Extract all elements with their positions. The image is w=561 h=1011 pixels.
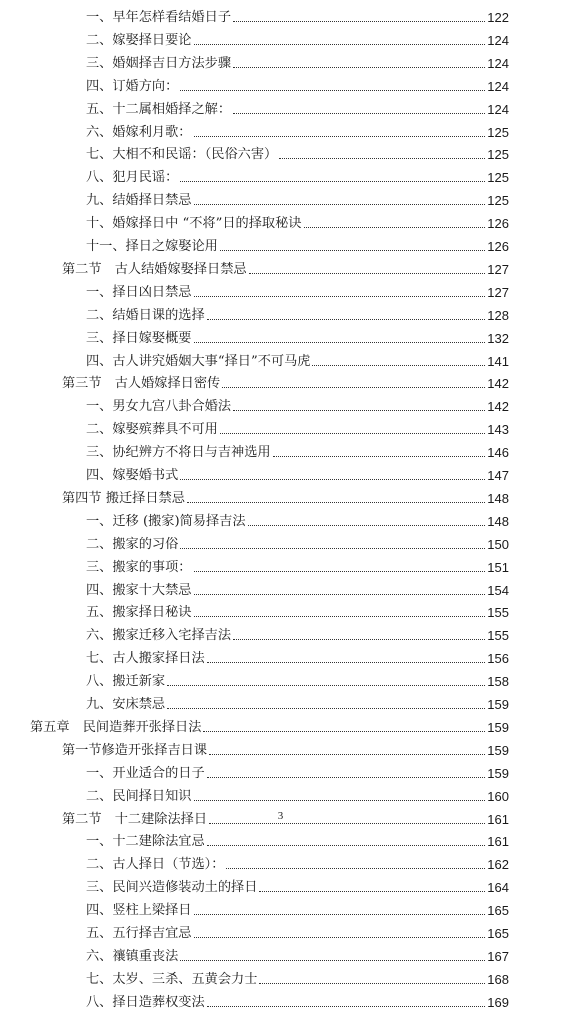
dot-leader — [233, 113, 485, 114]
toc-entry-page: 142 — [487, 376, 509, 392]
toc-entry-title: 二、民间择日知识 — [86, 788, 192, 804]
dot-leader — [194, 914, 486, 915]
dot-leader — [249, 273, 486, 274]
dot-leader — [194, 44, 486, 45]
toc-entry-title: 一、迁移 (搬家)简易择吉法 — [86, 513, 246, 529]
dot-leader — [222, 387, 485, 388]
dot-leader — [167, 685, 485, 686]
toc-entry-page: 125 — [487, 124, 509, 140]
toc-entry-page: 155 — [487, 628, 509, 644]
toc-entry[interactable] — [86, 645, 509, 667]
toc-entry-page: 122 — [487, 10, 509, 25]
dot-leader — [180, 90, 485, 91]
toc-entry-page: 165 — [487, 926, 509, 941]
toc-entry-page: 159 — [487, 765, 509, 781]
toc-entry[interactable] — [86, 302, 509, 324]
toc-entry-title: 一、十二建除法宜忌 — [86, 834, 205, 850]
toc-entry-title: 第四节 搬迁择日禁忌 — [62, 490, 185, 506]
dot-leader — [194, 800, 486, 801]
dot-leader — [194, 204, 486, 205]
toc-entry[interactable] — [86, 828, 509, 850]
toc-entry-page: 161 — [487, 834, 509, 850]
dot-leader — [207, 1006, 486, 1007]
dot-leader — [233, 639, 485, 640]
toc-entry-page: 127 — [487, 284, 509, 300]
toc-entry-title: 三、民间兴造修装动土的择日 — [86, 880, 258, 896]
toc-entry-page: 155 — [487, 605, 509, 621]
toc-entry[interactable] — [86, 897, 509, 919]
toc-entry-title: 八、犯月民谣： — [86, 170, 179, 186]
toc-entry[interactable] — [86, 73, 509, 95]
toc-entry-title: 六、搬家迁移入宅择吉法 — [86, 628, 232, 644]
toc-entry-title: 五、五行择吉宜忌 — [86, 926, 192, 941]
toc-entry-page: 125 — [487, 193, 509, 209]
toc-entry-page: 124 — [487, 78, 509, 94]
dot-leader — [203, 731, 485, 732]
toc-entry-page: 167 — [487, 948, 509, 964]
dot-leader — [180, 479, 485, 480]
toc-entry-title: 六、婚嫁利月歌： — [86, 124, 192, 140]
dot-leader — [209, 754, 485, 755]
toc-entry[interactable] — [86, 920, 509, 942]
toc-entry[interactable] — [86, 874, 509, 896]
toc-entry-page: 159 — [487, 697, 509, 712]
toc-entry-title: 四、搬家十大禁忌 — [86, 582, 192, 598]
toc-entry[interactable] — [86, 164, 509, 186]
dot-leader — [220, 433, 485, 434]
toc-entry-title: 一、开业适合的日子 — [86, 765, 205, 781]
toc-entry-title: 九、结婚择日禁忌 — [86, 193, 192, 209]
toc-entry-title: 八、择日造葬权变法 — [86, 994, 205, 1010]
toc-entry[interactable] — [86, 508, 509, 530]
toc-entry-page: 132 — [487, 330, 509, 346]
toc-entry-title: 七、古人搬家择日法 — [86, 651, 205, 667]
toc-entry-page: 159 — [487, 742, 509, 758]
dot-leader — [180, 960, 485, 961]
toc-entry[interactable] — [86, 783, 509, 805]
toc-entry-title: 十、婚嫁择日中 “不将”日的择取秘诀 — [86, 216, 302, 232]
toc-entry[interactable] — [86, 210, 509, 232]
toc-entry-title: 第二节 十二建除法择日 — [62, 811, 208, 827]
toc-entry-title: 一、男女九宫八卦合婚法 — [86, 399, 232, 415]
toc-entry-title: 九、安床禁忌 — [86, 697, 166, 712]
toc-entry[interactable] — [86, 4, 509, 26]
toc-entry[interactable] — [86, 119, 509, 141]
toc-entry-title: 三、搬家的事项： — [86, 559, 192, 575]
toc-entry-page: 141 — [487, 353, 509, 369]
toc-entry-title: 第五章 民间造葬开张择日法 — [30, 719, 202, 735]
toc-entry-title: 三、择日嫁娶概要 — [86, 330, 192, 346]
toc-entry-title: 二、嫁娶择日要论 — [86, 32, 192, 48]
toc-entry-page: 125 — [487, 147, 509, 163]
dot-leader — [259, 891, 485, 892]
dot-leader — [180, 181, 485, 182]
dot-leader — [194, 594, 486, 595]
toc-entry-page: 154 — [487, 582, 509, 598]
toc-entry-page: 148 — [487, 513, 509, 529]
toc-entry[interactable] — [86, 622, 509, 644]
toc-entry[interactable] — [62, 256, 509, 278]
toc-entry-title: 六、禳镇重丧法 — [86, 948, 179, 964]
toc-entry-page: 156 — [487, 651, 509, 667]
toc-entry[interactable] — [86, 233, 509, 255]
toc-entry[interactable] — [86, 279, 509, 301]
toc-entry-title: 二、嫁娶殡葬具不可用 — [86, 422, 218, 438]
toc-entry-title: 十一、择日之嫁娶论用 — [86, 239, 218, 254]
toc-entry-page: 151 — [487, 559, 509, 575]
toc-entry[interactable] — [62, 485, 509, 507]
toc-entry[interactable] — [86, 577, 509, 599]
toc-entry[interactable] — [86, 439, 509, 461]
toc-entry-title: 第二节 古人结婚嫁娶择日禁忌 — [62, 261, 247, 277]
toc-entry-page: 158 — [487, 674, 509, 690]
page-number: 3 — [277, 810, 284, 822]
dot-leader — [194, 296, 486, 297]
toc-entry-page: 162 — [487, 857, 509, 873]
dot-leader — [279, 158, 485, 159]
toc-entry-page: 147 — [487, 468, 509, 483]
toc-entry-title: 五、搬家择日秘诀 — [86, 605, 192, 621]
dot-leader — [304, 227, 486, 228]
toc-entry[interactable] — [86, 27, 509, 49]
toc-entry-title: 七、太岁、三杀、五黄会力士 — [86, 971, 258, 987]
toc-entry-title: 三、协纪辨方不将日与吉神选用 — [86, 445, 271, 461]
toc-entry-page: 168 — [487, 971, 509, 987]
toc-entry[interactable] — [86, 325, 509, 347]
toc-entry[interactable] — [86, 416, 509, 438]
toc-entry-page: 128 — [487, 307, 509, 323]
toc-entry[interactable] — [86, 141, 509, 163]
toc-entry-title: 第一节修造开张择吉日课 — [62, 742, 208, 758]
toc-entry[interactable] — [86, 187, 509, 209]
toc-entry-page: 165 — [487, 903, 509, 919]
toc-entry-title: 第三节 古人婚嫁择日密传 — [62, 376, 221, 392]
toc-entry-title: 二、搬家的习俗 — [86, 536, 179, 552]
toc-entry[interactable] — [86, 599, 509, 621]
dot-leader — [207, 662, 486, 663]
dot-leader — [207, 319, 486, 320]
toc-entry-page: 161 — [487, 811, 509, 827]
toc-entry-page: 142 — [487, 399, 509, 415]
toc-entry[interactable] — [86, 668, 509, 690]
dot-leader — [194, 136, 486, 137]
toc-entry-page: 159 — [487, 719, 509, 735]
dot-leader — [273, 456, 486, 457]
toc-entry-title: 一、早年怎样看结婚日子 — [86, 10, 232, 25]
toc-entry-page: 124 — [487, 101, 509, 117]
toc-entry[interactable] — [86, 851, 509, 873]
toc-entry[interactable] — [86, 943, 509, 965]
toc-entry[interactable] — [86, 966, 509, 988]
dot-leader — [194, 571, 486, 572]
toc-entry-title: 一、择日凶日禁忌 — [86, 284, 192, 300]
dot-leader — [207, 777, 486, 778]
toc-entry[interactable] — [86, 554, 509, 576]
dot-leader — [180, 548, 485, 549]
dot-leader — [233, 410, 485, 411]
toc-entry-title: 八、搬迁新家 — [86, 674, 166, 690]
toc-entry-title: 二、结婚日课的选择 — [86, 307, 205, 323]
toc-entry-page: 160 — [487, 788, 509, 804]
toc-entry-title: 三、婚姻择吉日方法步骤 — [86, 55, 232, 71]
toc-entry-title: 四、嫁娶婚书式 — [86, 468, 179, 483]
toc-entry-page: 124 — [487, 55, 509, 71]
toc-entry-page: 169 — [487, 994, 509, 1010]
toc-entry-title: 五、十二属相婚择之解： — [86, 101, 232, 117]
toc-entry[interactable] — [86, 393, 509, 415]
toc-entry-page: 164 — [487, 880, 509, 896]
dot-leader — [248, 525, 486, 526]
toc-entry[interactable] — [62, 370, 509, 392]
toc-entry[interactable] — [86, 989, 509, 1011]
toc-entry-page: 146 — [487, 445, 509, 461]
toc-entry[interactable] — [86, 462, 509, 484]
toc-entry[interactable] — [86, 96, 509, 118]
toc-entry[interactable] — [86, 531, 509, 553]
toc-entry[interactable] — [62, 737, 509, 759]
dot-leader — [233, 21, 485, 22]
toc-entry-page: 125 — [487, 170, 509, 186]
dot-leader — [209, 823, 485, 824]
dot-leader — [259, 983, 485, 984]
dot-leader — [194, 937, 486, 938]
toc-entry-page: 150 — [487, 536, 509, 552]
toc-entry[interactable] — [86, 348, 509, 370]
dot-leader — [226, 868, 485, 869]
toc-entry-page: 126 — [487, 239, 509, 254]
toc-entry-title: 四、竖柱上梁择日 — [86, 903, 192, 919]
toc-entry[interactable] — [30, 714, 509, 736]
dot-leader — [187, 502, 485, 503]
toc-entry-title: 七、大相不和民谣：（民俗六害） — [86, 147, 278, 163]
toc-entry-title: 四、古人讲究婚姻大事“择日”不可马虎 — [86, 353, 311, 369]
dot-leader — [312, 365, 485, 366]
dot-leader — [233, 67, 485, 68]
toc-entry[interactable] — [86, 760, 509, 782]
toc-entry-page: 148 — [487, 490, 509, 506]
toc-entry-page: 126 — [487, 216, 509, 232]
dot-leader — [220, 250, 485, 251]
dot-leader — [194, 342, 486, 343]
toc-entry-title: 四、订婚方向： — [86, 78, 179, 94]
dot-leader — [167, 708, 485, 709]
dot-leader — [207, 845, 486, 846]
dot-leader — [194, 616, 486, 617]
toc-entry-page: 127 — [487, 261, 509, 277]
toc-entry[interactable] — [86, 50, 509, 72]
toc-entry-page: 143 — [487, 422, 509, 438]
toc-entry[interactable] — [86, 691, 509, 713]
toc-entry-title: 二、古人择日（节选）： — [86, 857, 225, 873]
toc-entry-page: 124 — [487, 32, 509, 48]
